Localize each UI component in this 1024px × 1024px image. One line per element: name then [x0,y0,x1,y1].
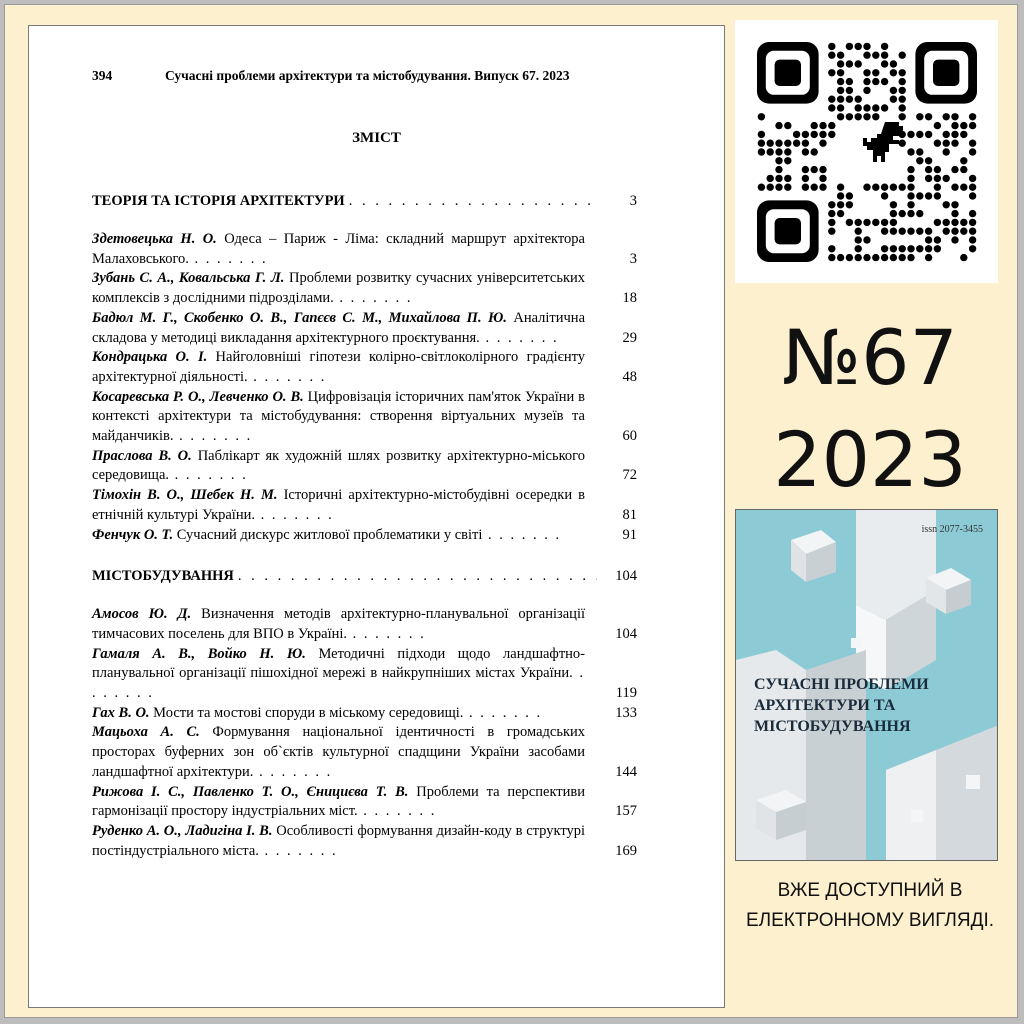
dinosaur-icon [863,122,903,162]
dot-leader: . . . . . . . [258,842,338,859]
entry-page: 157 [615,803,637,820]
entry-authors: Амосов Ю. Д. [92,606,192,623]
document-page [28,25,725,1008]
dot-leader: . . . . . . . [188,250,268,267]
toc-entry[interactable] [92,822,637,861]
entry-title: Паблікарт як художній шлях розвитку архітектурно-міського середовища. [92,447,585,484]
toc-entry[interactable] [92,348,637,387]
entry-authors: Праслова В. О. [92,447,192,464]
entry-authors: Тімохін В. О., Шебек Н. М. [92,487,278,504]
entry-title: Цифровізація історичних пам'яток України в контексті архітектури та містобудування: створення віртуальних музеїв та майданчиків. [92,388,586,445]
toc-entry[interactable] [92,723,637,782]
entry-authors: Гах В. О. [92,704,150,721]
entry-authors: Руденко А. О., Ладигіна І. В. [92,822,273,839]
dot-leader: . . . . . . . [253,763,333,780]
entry-authors: Фенчук О. Т. [92,526,174,543]
section-page: 104 [615,568,637,585]
entry-title: Проблеми розвитку сучасних університетських комплексів з дослідними підрозділами. [92,270,586,307]
entry-page: 104 [615,625,637,642]
entry-title: Найголовніші гіпотези колірно-світлоколірного градієнту архітектурної діяльності. [92,349,586,385]
entry-page: 144 [615,763,637,780]
toc-entry[interactable] [92,526,637,546]
dot-leader: . . . . . . . [479,329,559,346]
toc-entry[interactable] [92,230,637,269]
entry-authors: Косаревська Р. О., Левченко О. В. [92,388,304,405]
entry-title: Одеса – Париж - Ліма: складний маршрут архітектора Малаховського. [92,231,585,267]
toc-section-heading[interactable] [92,192,637,210]
toc-entry[interactable] [92,309,637,348]
entry-title: Мости та мостові споруди в міському середовищі. [153,704,464,721]
toc-entry[interactable] [92,783,637,822]
toc-entry[interactable] [92,704,637,724]
entry-authors: Бадюл М. Г., Скобенко О. В., Гапєєв С. М., Михайлова П. Ю. [92,309,507,326]
entry-authors: Здетовецька Н. О. [92,231,217,247]
toc-entry[interactable] [92,447,637,486]
toc-entry[interactable] [92,269,637,308]
entry-page: 169 [615,842,637,859]
entry-title: Аналітична складова у методиці викладання архітектурного проєктування. [92,309,586,346]
entry-page: 119 [615,685,637,702]
journal-cover-image[interactable] [735,509,998,861]
toc-entry[interactable] [92,486,637,525]
toc-heading: ЗМІСТ [352,130,401,146]
availability-note: ВЖЕ ДОСТУПНИЙ В ЕЛЕКТРОННОМУ ВИГЛЯДІ. [745,880,995,931]
dot-leader [238,567,597,585]
entry-page: 72 [622,467,637,484]
dot-leader: . . . . . . . [254,506,334,523]
toc-entry[interactable] [92,388,637,447]
entry-title: Особливості формування дизайн-коду в структурі постіндустріального міста. [92,822,586,859]
toc-entry[interactable] [92,605,637,644]
running-title: Сучасні проблеми архітектури та містобудування. Випуск 67. 2023 [165,68,570,83]
dot-leader: . . . . . . . [463,704,543,721]
dot-leader: . . . . . . . [169,467,248,484]
entry-title: Історичні архітектурно-містобудівні осередки в етнічній культурі України. [92,487,586,523]
section-title: ТЕОРІЯ ТА ІСТОРІЯ АРХІТЕКТУРИ [92,193,345,209]
dot-leader: . . . . . . . [173,428,253,445]
entry-title: Формування національної ідентичності в громадських просторах буферних зон об`єктів культурної спадщини України засобами ландшафтної архітектури. [92,724,586,780]
dot-leader: . . . . . . . [92,665,585,702]
dot-leader [349,192,597,210]
qr-code-icon[interactable] [735,20,998,283]
issue-year: 2023 [773,415,967,504]
dot-leader: . . . . . . . [357,803,437,820]
running-page-number: 394 [92,68,113,83]
entry-title: Сучасний дискурс житлової проблематики у світі [176,526,483,543]
entry-authors: Мацьоха А. С. [92,724,200,741]
entry-authors: Рижова І. С., Павленко Т. О., Єнициєва Т. В. [92,783,409,800]
section-title: МІСТОБУДУВАННЯ [92,568,234,585]
entry-title: Методичні підходи щодо ландшафтно-планувальної організації пішохідної мережі в найкрупніших містах України. [92,645,586,682]
issue-number: №67 [782,313,958,402]
entry-authors: Зубань С. А., Ковальська Г. Л. [92,270,285,287]
entry-page: 60 [622,428,637,445]
dot-leader: . . . . . . . [333,290,413,307]
dot-leader: . . . . . . . [347,625,426,642]
entry-page: 29 [622,329,637,346]
section-page: 3 [629,193,637,209]
entry-authors: Гамаля А. В., Войко Н. Ю. [92,645,306,662]
entry-authors: Кондрацька О. І. [92,349,208,366]
toc-entry[interactable] [92,645,637,704]
toc-section-heading[interactable] [92,567,637,585]
entry-title: Проблеми та перспективи гармонізації простору індустріальних міст. [92,783,585,820]
entry-page: 91 [622,526,637,543]
entry-page: 48 [622,368,637,385]
entry-page: 133 [615,704,637,721]
table-of-contents [92,188,637,861]
dot-leader: . . . . . . . [482,526,562,543]
entry-page: 81 [622,506,637,523]
cover-issn: issn 2077-3455 [921,524,983,535]
cover-title: СУЧАСНІ ПРОБЛЕМИ АРХІТЕКТУРИ ТА МІСТОБУДУВАННЯ [754,676,929,735]
entry-page: 18 [622,290,637,307]
entry-page: 3 [629,250,637,267]
dot-leader: . . . . . . . [247,368,327,385]
entry-title: Визначення методів архітектурно-планувальної організації тимчасових поселень для ВПО в Україні. [92,606,586,642]
